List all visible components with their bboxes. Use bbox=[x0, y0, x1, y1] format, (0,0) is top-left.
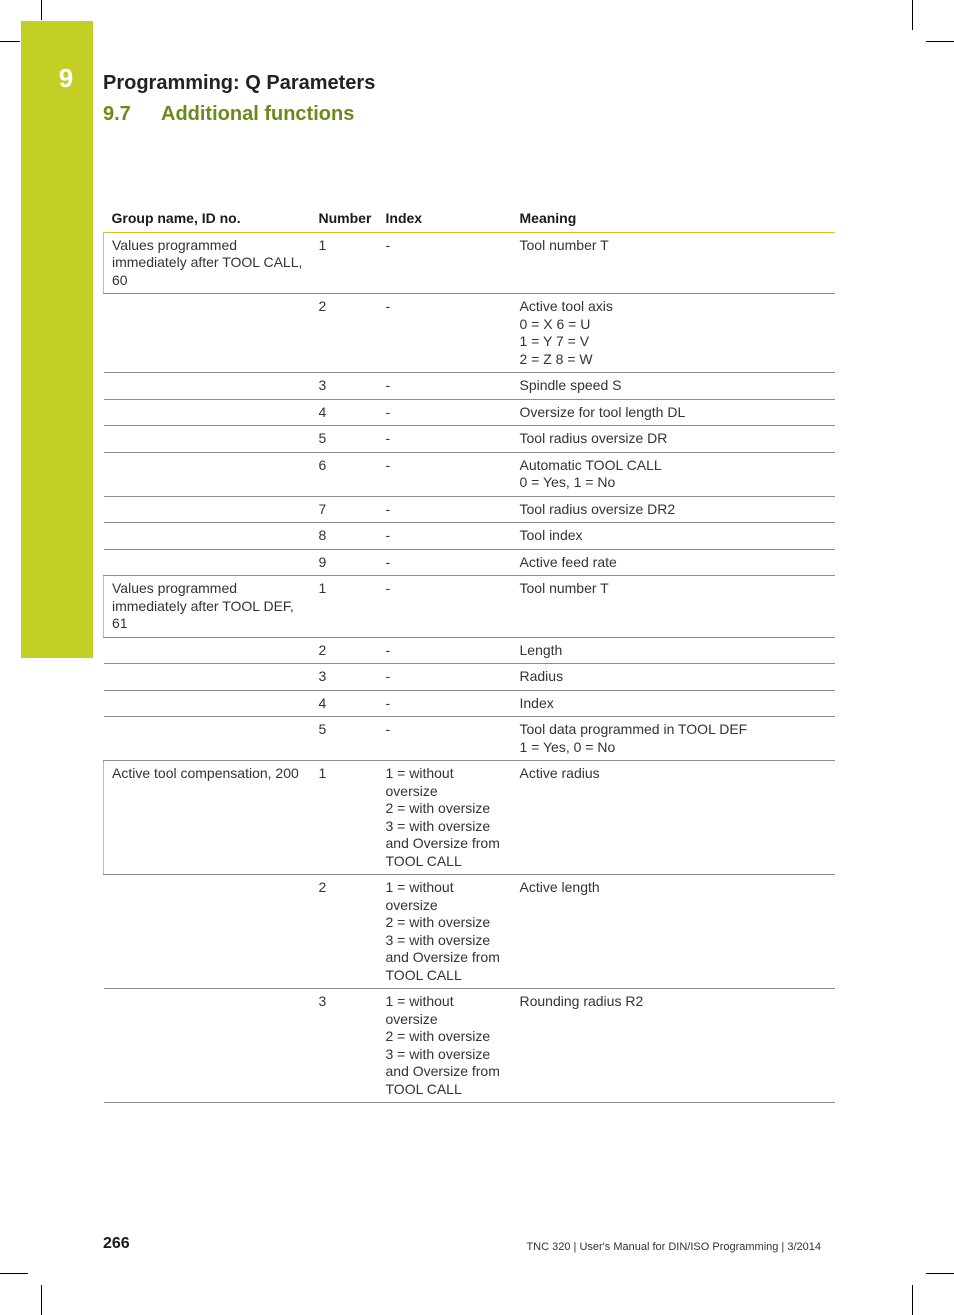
table-row bbox=[104, 717, 836, 761]
cell-number: 9 bbox=[311, 549, 378, 576]
cell-number: 3 bbox=[311, 373, 378, 400]
table-body bbox=[104, 232, 836, 1103]
table-row bbox=[104, 664, 836, 691]
cell-number: 6 bbox=[311, 452, 378, 496]
cell-index: - bbox=[378, 399, 512, 426]
table-row bbox=[104, 399, 836, 426]
cell-meaning: Active radius bbox=[512, 761, 836, 875]
cell-number: 4 bbox=[311, 690, 378, 717]
cell-group bbox=[104, 452, 311, 496]
cell-group bbox=[104, 637, 311, 664]
cell-meaning: Oversize for tool length DL bbox=[512, 399, 836, 426]
cell-number: 4 bbox=[311, 399, 378, 426]
cell-number: 1 bbox=[311, 576, 378, 638]
table-row bbox=[104, 761, 836, 875]
cell-group bbox=[104, 399, 311, 426]
cell-meaning: Radius bbox=[512, 664, 836, 691]
cell-number: 2 bbox=[311, 637, 378, 664]
table-row bbox=[104, 496, 836, 523]
crop-mark bbox=[0, 41, 20, 42]
cell-meaning: Tool radius oversize DR bbox=[512, 426, 836, 453]
cell-group: Values programmed immediately after TOOL DEF, 61 bbox=[104, 576, 311, 638]
cell-meaning: Tool number T bbox=[512, 576, 836, 638]
table-row bbox=[104, 232, 836, 294]
cell-number: 3 bbox=[311, 664, 378, 691]
cell-index: - bbox=[378, 549, 512, 576]
cell-meaning: Active length bbox=[512, 875, 836, 989]
crop-mark bbox=[41, 1285, 42, 1315]
table-row bbox=[104, 989, 836, 1103]
cell-meaning: Rounding radius R2 bbox=[512, 989, 836, 1103]
crop-mark bbox=[41, 0, 42, 20]
crop-mark bbox=[912, 1285, 913, 1315]
cell-meaning: Automatic TOOL CALL 0 = Yes, 1 = No bbox=[512, 452, 836, 496]
cell-index: - bbox=[378, 373, 512, 400]
parameter-table bbox=[103, 206, 835, 1103]
chapter-title: Programming: Q Parameters bbox=[103, 72, 376, 94]
table-row bbox=[104, 452, 836, 496]
cell-group bbox=[104, 875, 311, 989]
column-header-index: Index bbox=[378, 206, 512, 232]
cell-group: Active tool compensation, 200 bbox=[104, 761, 311, 875]
table-row bbox=[104, 690, 836, 717]
cell-index: - bbox=[378, 232, 512, 294]
table-row bbox=[104, 576, 836, 638]
cell-group bbox=[104, 496, 311, 523]
table-row bbox=[104, 426, 836, 453]
crop-mark bbox=[912, 0, 913, 30]
table-row bbox=[104, 875, 836, 989]
cell-meaning: Active feed rate bbox=[512, 549, 836, 576]
cell-group: Values programmed immediately after TOOL CALL, 60 bbox=[104, 232, 311, 294]
cell-meaning: Tool radius oversize DR2 bbox=[512, 496, 836, 523]
table-header-row bbox=[104, 206, 836, 232]
cell-group bbox=[104, 717, 311, 761]
chapter-tab bbox=[21, 21, 93, 658]
cell-index: - bbox=[378, 426, 512, 453]
cell-group bbox=[104, 664, 311, 691]
cell-index: - bbox=[378, 294, 512, 373]
cell-group bbox=[104, 294, 311, 373]
cell-index: - bbox=[378, 523, 512, 550]
cell-index: - bbox=[378, 452, 512, 496]
page-number: 266 bbox=[103, 1235, 130, 1252]
cell-number: 1 bbox=[311, 232, 378, 294]
section-number: 9.7 bbox=[103, 103, 131, 125]
chapter-number: 9 bbox=[58, 63, 74, 93]
cell-meaning: Index bbox=[512, 690, 836, 717]
cell-group bbox=[104, 373, 311, 400]
cell-group bbox=[104, 690, 311, 717]
cell-index: - bbox=[378, 717, 512, 761]
crop-mark bbox=[926, 41, 954, 42]
cell-number: 3 bbox=[311, 989, 378, 1103]
section-title bbox=[103, 103, 354, 126]
cell-group bbox=[104, 523, 311, 550]
cell-meaning: Active tool axis 0 = X 6 = U 1 = Y 7 = V 2 = Z 8 = W bbox=[512, 294, 836, 373]
cell-number: 2 bbox=[311, 294, 378, 373]
cell-group bbox=[104, 549, 311, 576]
cell-index: - bbox=[378, 637, 512, 664]
table-row bbox=[104, 637, 836, 664]
cell-number: 1 bbox=[311, 761, 378, 875]
cell-group bbox=[104, 989, 311, 1103]
cell-number: 8 bbox=[311, 523, 378, 550]
cell-index: 1 = without oversize 2 = with oversize 3 = with oversize and Oversize from TOOL CALL bbox=[378, 761, 512, 875]
cell-meaning: Tool data programmed in TOOL DEF 1 = Yes, 0 = No bbox=[512, 717, 836, 761]
cell-number: 7 bbox=[311, 496, 378, 523]
section-name: Additional functions bbox=[161, 103, 355, 125]
column-header-group: Group name, ID no. bbox=[104, 206, 311, 232]
cell-meaning: Spindle speed S bbox=[512, 373, 836, 400]
cell-number: 2 bbox=[311, 875, 378, 989]
table-row bbox=[104, 294, 836, 373]
cell-index: - bbox=[378, 664, 512, 691]
cell-number: 5 bbox=[311, 717, 378, 761]
crop-mark bbox=[926, 1273, 954, 1274]
cell-index: 1 = without oversize 2 = with oversize 3 = with oversize and Oversize from TOOL CALL bbox=[378, 875, 512, 989]
cell-group bbox=[104, 426, 311, 453]
crop-mark bbox=[0, 1273, 28, 1274]
cell-meaning: Tool index bbox=[512, 523, 836, 550]
cell-index: - bbox=[378, 496, 512, 523]
cell-index: 1 = without oversize 2 = with oversize 3 = with oversize and Oversize from TOOL CALL bbox=[378, 989, 512, 1103]
cell-meaning: Length bbox=[512, 637, 836, 664]
cell-meaning: Tool number T bbox=[512, 232, 836, 294]
table-row bbox=[104, 549, 836, 576]
table-row bbox=[104, 523, 836, 550]
footer-text: TNC 320 | User's Manual for DIN/ISO Programming | 3/2014 bbox=[526, 1241, 821, 1253]
column-header-meaning: Meaning bbox=[512, 206, 836, 232]
cell-index: - bbox=[378, 576, 512, 638]
cell-index: - bbox=[378, 690, 512, 717]
table-row bbox=[104, 373, 836, 400]
cell-number: 5 bbox=[311, 426, 378, 453]
column-header-number: Number bbox=[311, 206, 378, 232]
